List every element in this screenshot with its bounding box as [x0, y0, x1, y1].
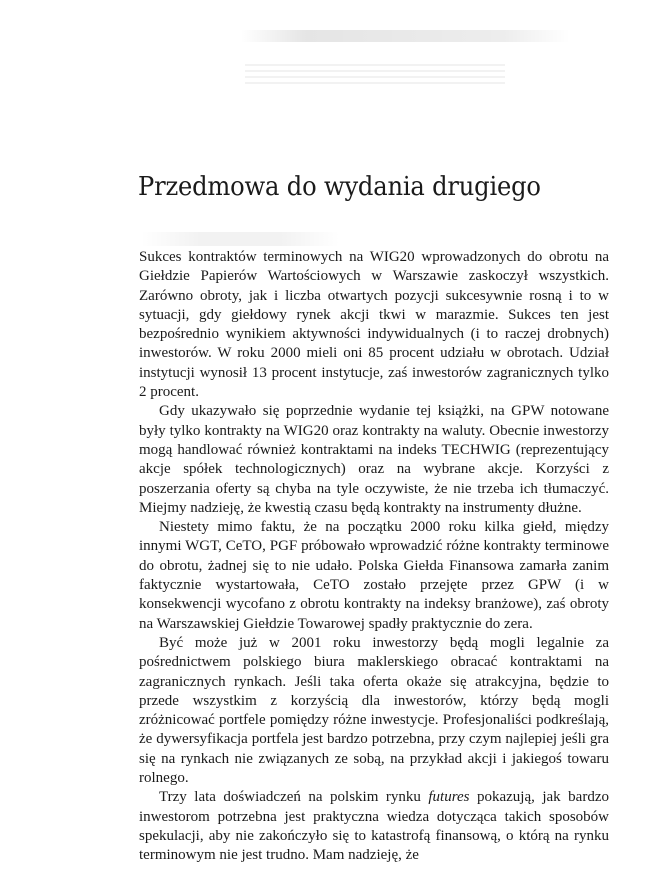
show-through-heading: [140, 232, 340, 246]
paragraph-5-italic-term: futures: [428, 789, 470, 806]
show-through-lines: [245, 64, 505, 84]
show-through-band: [240, 30, 570, 42]
paragraph-2: Gdy ukazywało się poprzednie wydanie tej książki, na GPW notowane były tylko kontrakty na WIG20 oraz kontrakty na waluty. Obecnie inwestorzy mogą handlować również kontraktami na indeks TECHWIG (reprezentujący akcje spółek technologicznych) oraz na wybrane akcje. Korzyści z poszerzania oferty są chyba na tyle oczywiste, że nie trzeba ich tłumaczyć. Miejmy nadzieję, że kwestią czasu będą kontrakty na instrumenty dłużne.: [139, 403, 609, 516]
paragraph-5: [139, 788, 609, 865]
paragraph-5-start: Trzy lata doświadczeń na polskim rynku: [159, 789, 429, 806]
paragraph-4: Być może już w 2001 roku inwestorzy będą mogli legalnie za pośrednictwem polskiego biura maklerskiego obracać kontraktami na zagranicznych rynkach. Jeśli taka oferta okaże się atrakcyjna, będzie to przede wszystkim z korzyścią dla inwestorów, którzy będą mogli zróżnicować portfele pomiędzy różne inwestycje. Profesjonaliści podkreślają, że dywersyfikacja portfela jest bardzo potrzebna, przy czym najlepiej jeśli gra się na rynkach nie związanych ze sobą, na przykład akcji i jakiegoś towaru rolnego.: [139, 634, 609, 787]
page-title: Przedmowa do wydania drugiego: [138, 172, 541, 202]
paragraph-5-end: pokazują, jak bardzo inwestorom potrzebna jest praktyczna wiedza dotycząca takich sposobów spekulacji, aby nie zakończyło się to katastrofą finansową, o którą na rynku terminowym nie jest trudno. Mam nadzieję, że: [139, 789, 609, 864]
paragraph-1: Sukces kontraktów terminowych na WIG20 wprowadzonych do obrotu na Giełdzie Papierów Wartościowych w Warszawie zaskoczył wszystkich. Zarówno obroty, jak i liczba otwartych pozycji sukcesywnie rosną i to w sytuacji, gdy giełdowy rynek akcji tkwi w marazmie. Sukces ten jest bezpośrednio wynikiem aktywności indywidualnych (i to raczej drobnych) inwestorów. W roku 2000 mieli oni 85 procent udziału w obrotach. Udział instytucji wynosił 13 procent instytucje, zaś inwestorów zagranicznych tylko 2 procent.: [139, 249, 609, 401]
body-text: [139, 248, 609, 866]
paragraph-3: Niestety mimo faktu, że na początku 2000 roku kilka giełd, między innymi WGT, CeTO, PGF próbowało wprowadzić różne kontrakty terminowe do obrotu, żadnej się to nie udało. Polska Giełda Finansowa zamarła zanim faktycznie wystartowała, CeTO zostało przejęte przez GPW (i w konsekwencji wycofano z obrotu kontrakty na indeksy branżowe), zaś obroty na Warszawskiej Giełdzie Towarowej spadły praktycznie do zera.: [139, 519, 609, 632]
